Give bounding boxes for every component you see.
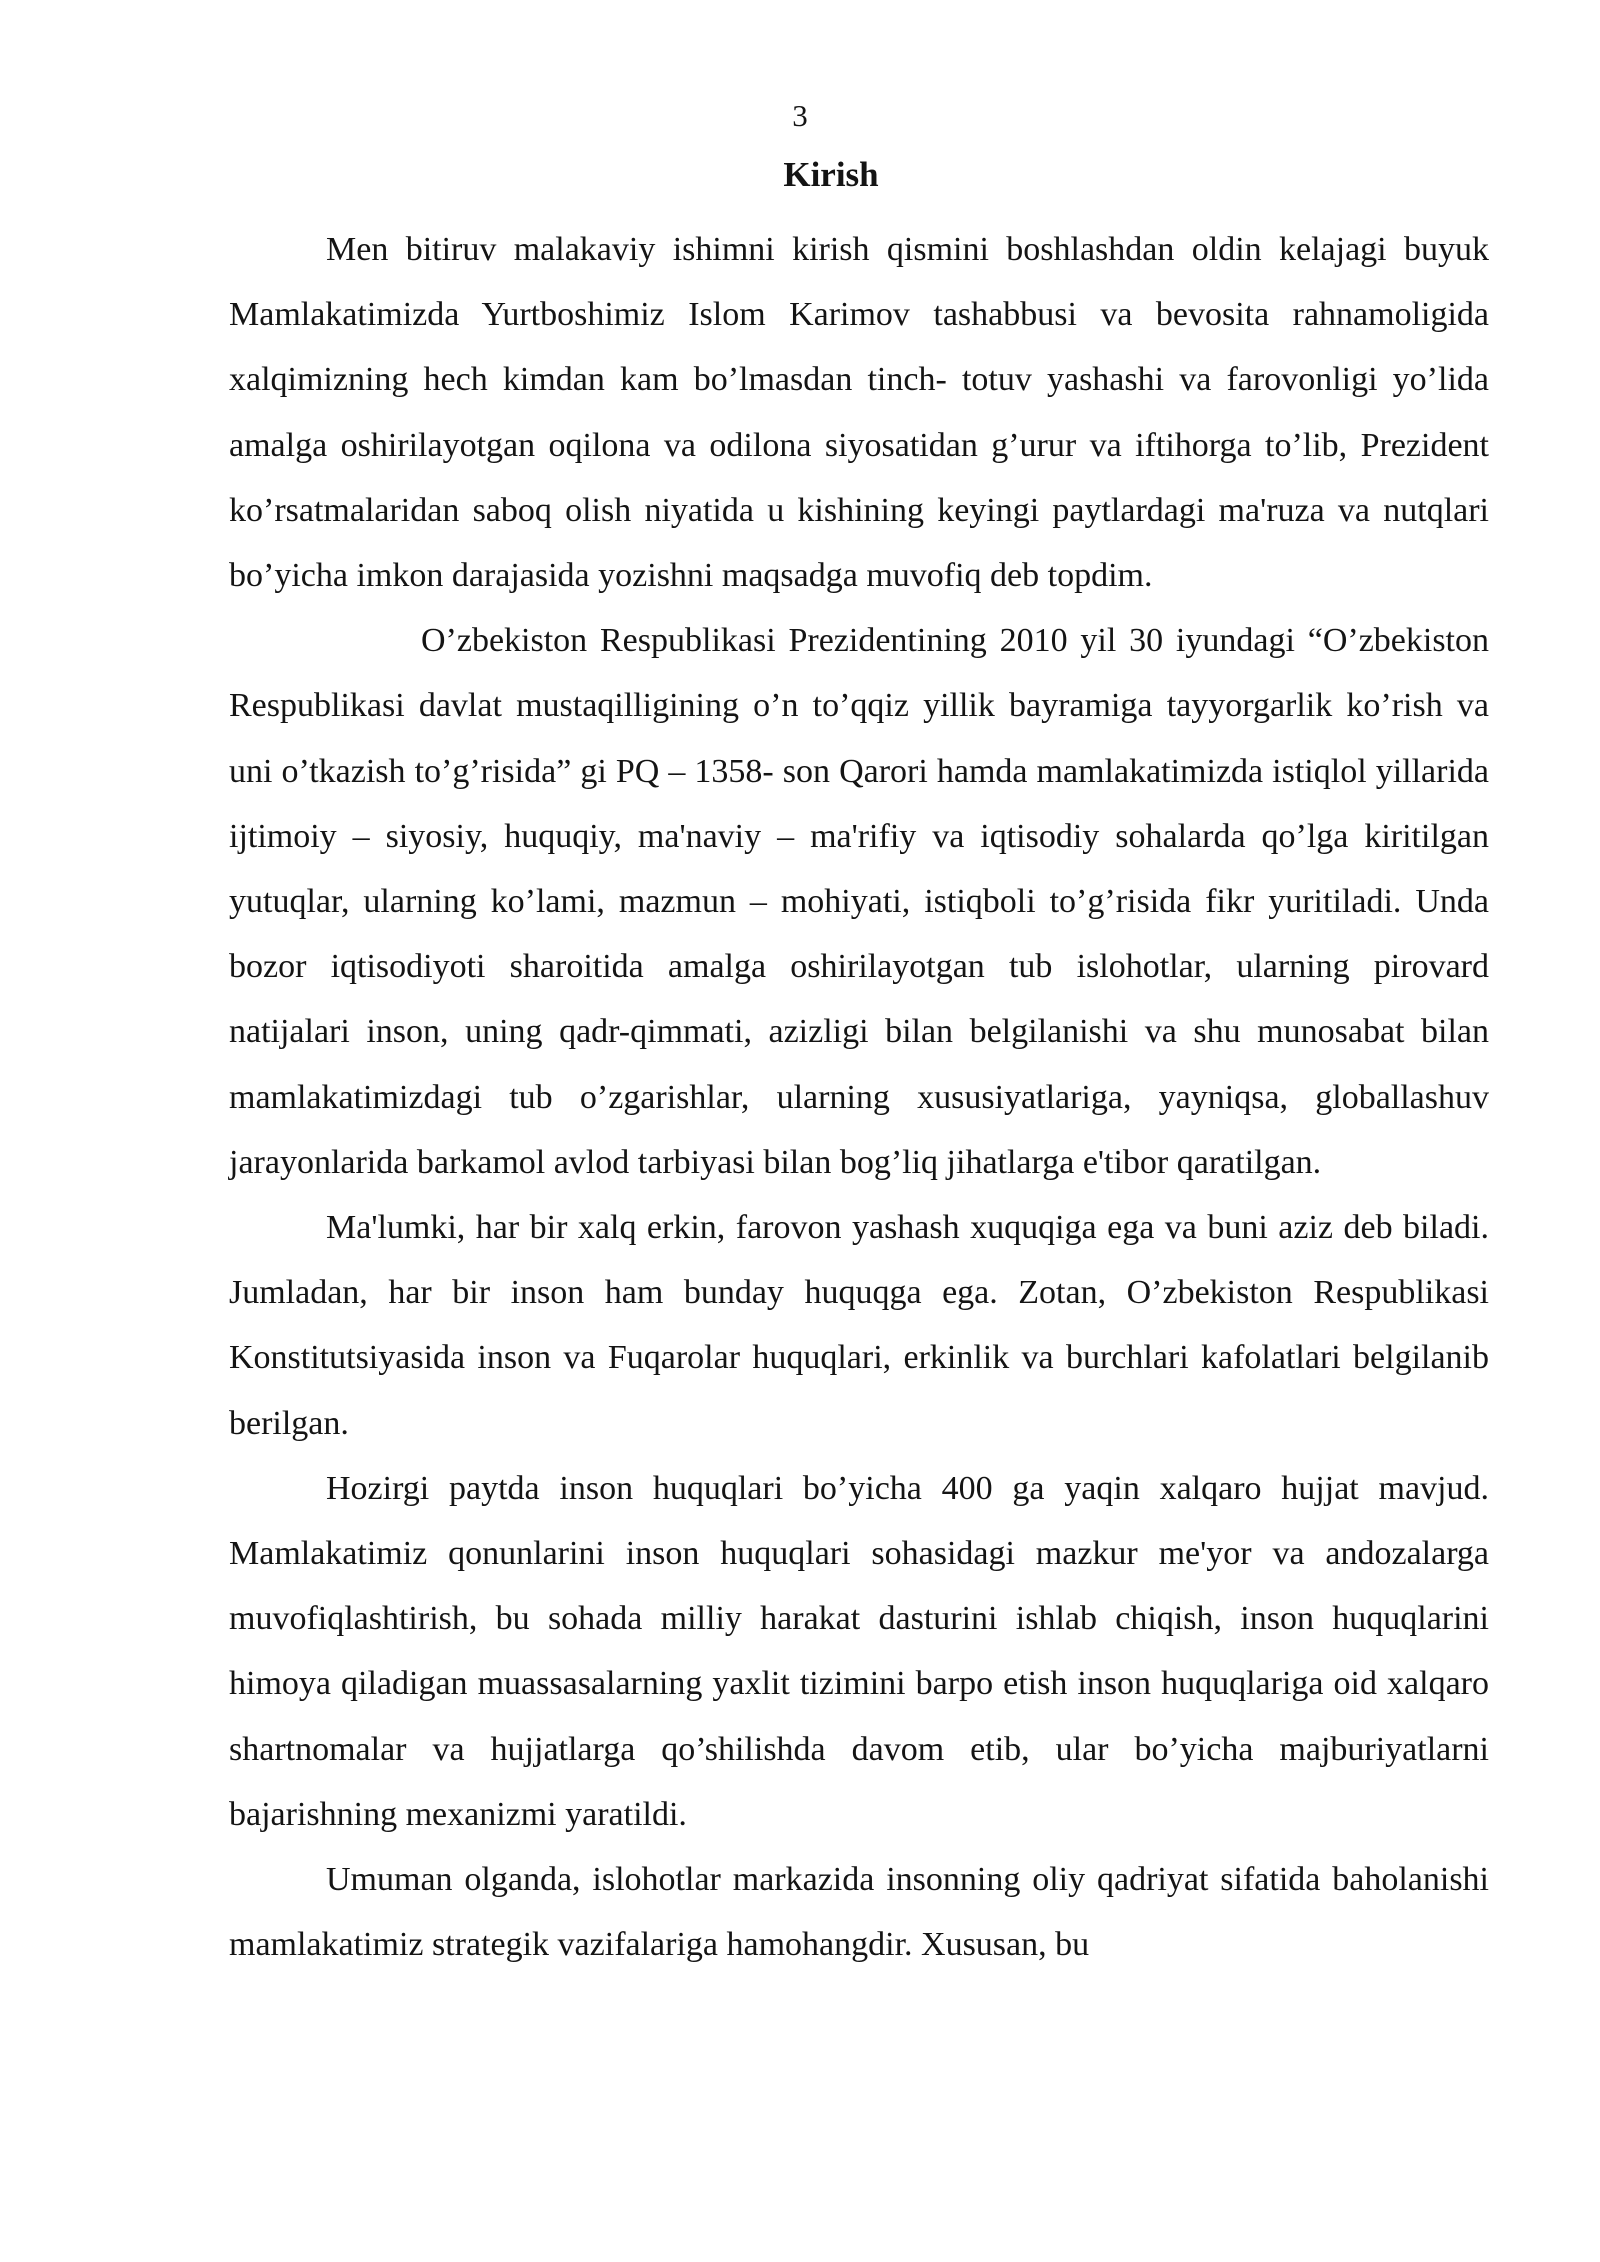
paragraph: Ma'lumki, har bir xalq erkin, farovon yashash xuquqiga ega va buni aziz deb biladi. Jumladan, har bir inson ham bunday huquqga ega. Zotan, O’zbekiston Respublikasi Konstitutsiyasida inson va Fuqarolar huquqlari, erkinlik va burchlari kafolatlari belgilanib berilgan. [229,1209,1489,1442]
section-title: Kirish [783,155,879,194]
body-text [229,217,1489,1977]
paragraph: Hozirgi paytda inson huquqlari bo’yicha 400 ga yaqin xalqaro hujjat mavjud. Mamlakatimiz qonunlarini inson huquqlari sohasidagi mazkur me'yor va andozalarga muvofiqlashtirish, bu sohada milliy harakat dasturini ishlab chiqish, inson huquqlarini himoya qiladigan muassasalarning yaxlit tizimini barpo etish inson huquqlariga oid xalqaro shartnomalar va hujjatlarga qo’shilishda davom etib, ular bo’yicha majburiyatlarni bajarishning mexanizmi yaratildi. [229,1469,1489,1833]
paragraph: O’zbekiston Respublikasi Prezidentining 2010 yil 30 iyundagi “O’zbekiston Respublikasi davlat mustaqilligining o’n to’qqiz yillik bayramiga tayyorgarlik ko’rish va uni o’tkazish to’g’risida” gi PQ – 1358- son Qarori hamda mamlakatimizda istiqlol yillarida ijtimoiy – siyosiy, huquqiy, ma'naviy – ma'rifiy va iqtisodiy sohalarda qo’lga kiritilgan yutuqlar, ularning ko’lami, mazmun – mohiyati, istiqboli to’g’risida fikr yuritiladi. Unda bozor iqtisodiyoti sharoitida amalga oshirilayotgan tub islohotlar, ularning pirovard natijalari inson, uning qadr-qimmati, azizligi bilan belgilanishi va shu munosabat bilan mamlakatimizdagi tub o’zgarishlar, ularning xususiyatlariga, yayniqsa, globallashuv jarayonlarida barkamol avlod tarbiyasi bilan bog’liq jihatlarga e'tibor qaratilgan. [229,622,1489,1181]
page-number: 3 [792,98,808,133]
paragraph: Men bitiruv malakaviy ishimni kirish qismini boshlashdan oldin kelajagi buyuk Mamlakatimizda Yurtboshimiz Islom Karimov tashabbusi va bevosita rahnamoligida xalqimizning hech kimdan kam bo’lmasdan tinch- totuv yashashi va farovonligi yo’lida amalga oshirilayotgan oqilona va odilona siyosatidan g’urur va iftihorga to’lib, Prezident ko’rsatmalaridan saboq olish niyatida u kishining keyingi paytlardagi ma'ruza va nutqlari bo’yicha imkon darajasida yozishni maqsadga muvofiq deb topdim. [229,231,1489,595]
paragraph: Umuman olganda, islohotlar markazida insonning oliy qadriyat sifatida baholanishi mamlakatimiz strategik vazifalariga hamohangdir. Xususan, bu [229,1861,1489,1964]
